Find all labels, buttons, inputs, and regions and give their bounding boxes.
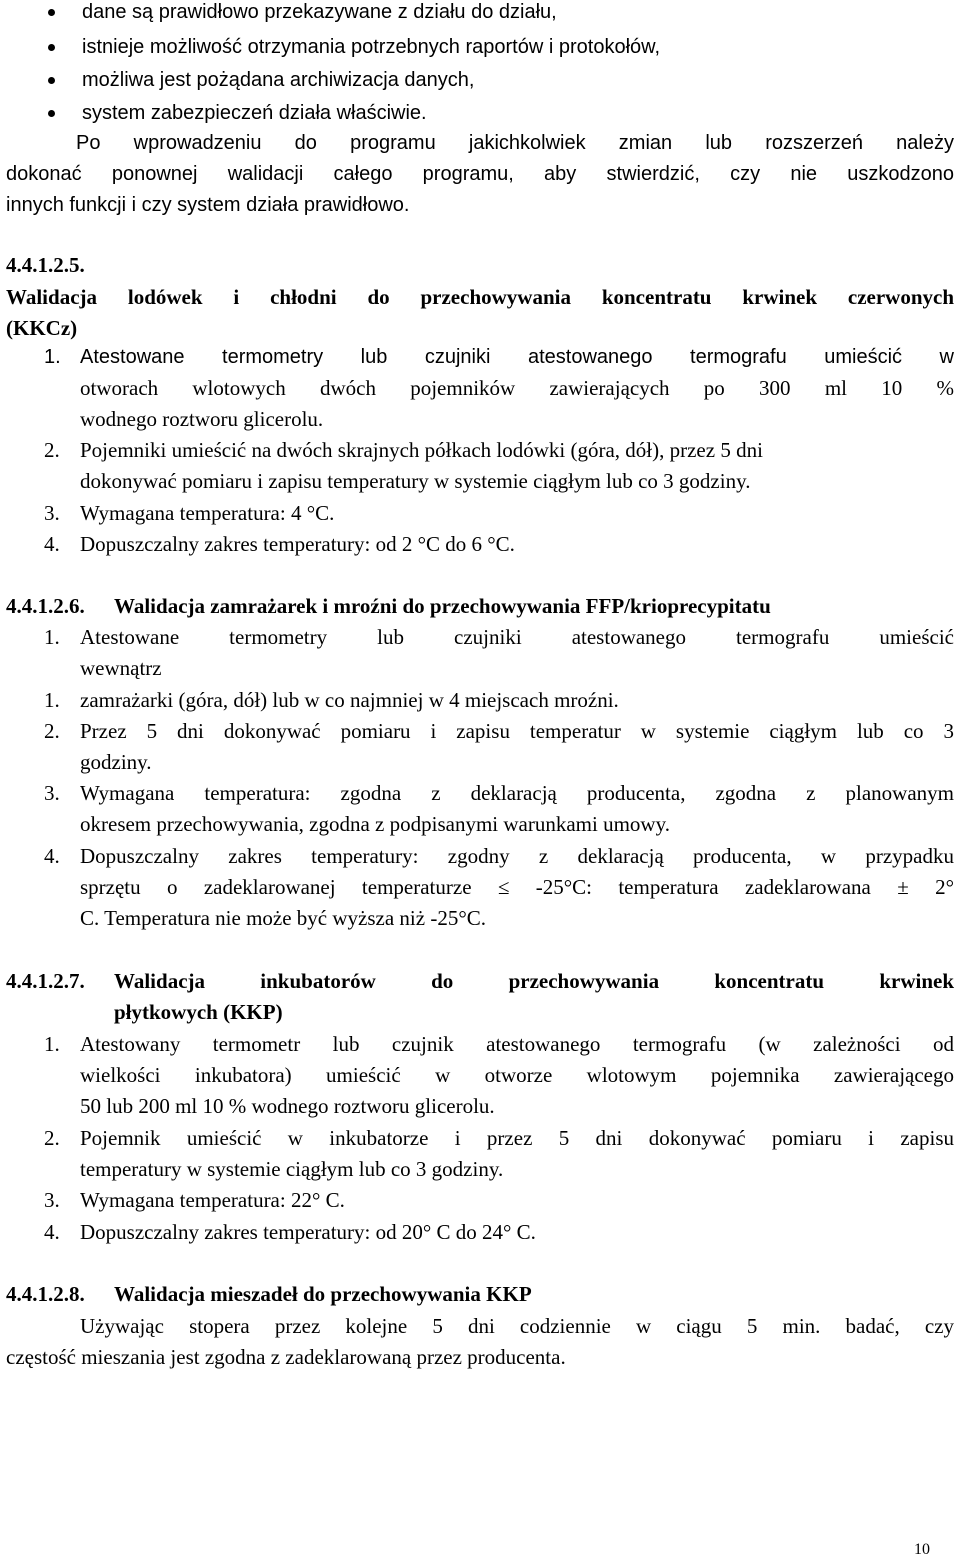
- section-number: 4.4.1.2.6.: [6, 594, 85, 618]
- bullet-icon: [48, 110, 55, 117]
- paragraph-line: Używając stopera przez kolejne 5 dni codziennie w ciągu 5 min. badać, czy: [80, 1314, 954, 1338]
- paragraph-line: częstość mieszania jest zgodna z zadeklarowaną przez producenta.: [6, 1345, 566, 1369]
- section-title: Walidacja lodówek i chłodni do przechowywania koncentratu krwinek czerwonych: [6, 285, 954, 309]
- section-title: Walidacja inkubatorów do przechowywania koncentratu krwinek: [114, 969, 954, 993]
- section-title: Walidacja mieszadeł do przechowywania KKP: [114, 1282, 532, 1306]
- item-line: Dopuszczalny zakres temperatury: zgodny z deklaracją producenta, w przypadku: [80, 844, 954, 868]
- item-number: 4.: [44, 532, 60, 556]
- item-line: Dopuszczalny zakres temperatury: od 20° C do 24° C.: [80, 1220, 536, 1244]
- item-line: wewnątrz: [80, 656, 162, 680]
- item-line: Dopuszczalny zakres temperatury: od 2 °C do 6 °C.: [80, 532, 515, 556]
- paragraph-line: dokonać ponownej walidacji całego programu, aby stwierdzić, czy nie uszkodzono: [6, 163, 954, 185]
- item-number: 4.: [44, 1220, 60, 1244]
- item-line: okresem przechowywania, zgodna z podpisanymi warunkami umowy.: [80, 812, 670, 836]
- item-line: Atestowany termometr lub czujnik atestowanego termografu (w zależności od: [80, 1032, 954, 1056]
- item-number: 3.: [44, 501, 60, 525]
- section-title: (KKCz): [6, 316, 78, 340]
- bullet-item: istnieje możliwość otrzymania potrzebnych raportów i protokołów,: [82, 36, 661, 58]
- item-line: sprzętu o zadeklarowanej temperaturze ≤ -25°C: temperatura zadeklarowana ± 2°: [80, 875, 954, 899]
- item-line: 50 lub 200 ml 10 % wodnego roztworu glicerolu.: [80, 1094, 495, 1118]
- item-line: wielkości inkubatora) umieścić w otworze wlotowym pojemnika zawierającego: [80, 1063, 954, 1087]
- item-line: Atestowane termometry lub czujniki atestowanego termografu umieścić: [80, 625, 954, 649]
- section-number: 4.4.1.2.8.: [6, 1282, 85, 1306]
- bullet-item: możliwa jest pożądana archiwizacja danych,: [82, 69, 475, 91]
- page-number: 10: [914, 1541, 930, 1558]
- item-line: Pojemniki umieścić na dwóch skrajnych półkach lodówki (góra, dół), przez 5 dni: [80, 438, 763, 462]
- item-line: Pojemnik umieścić w inkubatorze i przez 5 dni dokonywać pomiaru i zapisu: [80, 1126, 954, 1150]
- section-number: 4.4.1.2.5.: [6, 253, 85, 277]
- item-number: 3.: [44, 1188, 60, 1212]
- item-number: 2.: [44, 438, 60, 462]
- paragraph-line: Po wprowadzeniu do programu jakichkolwiek zmian lub rozszerzeń należy: [76, 132, 954, 154]
- item-line: godziny.: [80, 750, 152, 774]
- item-line: C. Temperatura nie może być wyższa niż -25°C.: [80, 906, 486, 930]
- item-line: temperatury w systemie ciągłym lub co 3 godziny.: [80, 1157, 504, 1181]
- item-number: 3.: [44, 781, 60, 805]
- section-title: Walidacja zamrażarek i mroźni do przechowywania FFP/krioprecypitatu: [114, 594, 771, 618]
- item-line: wodnego roztworu glicerolu.: [80, 407, 324, 431]
- item-number: 2.: [44, 719, 60, 743]
- item-number: 2.: [44, 1126, 60, 1150]
- item-line: dokonywać pomiaru i zapisu temperatury w systemie ciągłym lub co 3 godziny.: [80, 469, 751, 493]
- bullet-item: dane są prawidłowo przekazywane z działu do działu,: [82, 1, 557, 23]
- item-number: 1.: [44, 625, 60, 649]
- item-number: 1.: [44, 688, 60, 712]
- item-number: 4.: [44, 844, 60, 868]
- item-line: otworach wlotowych dwóch pojemników zawierających po 300 ml 10 %: [80, 376, 954, 400]
- bullet-icon: [48, 77, 55, 84]
- item-line: Wymagana temperatura: 4 °C.: [80, 501, 335, 525]
- item-number: 1.: [44, 1032, 60, 1056]
- bullet-icon: [48, 44, 55, 51]
- item-number: 1.: [44, 346, 61, 368]
- item-line: Wymagana temperatura: 22° C.: [80, 1188, 345, 1212]
- bullet-icon: [48, 9, 55, 16]
- item-line: Wymagana temperatura: zgodna z deklaracją producenta, zgodna z planowanym: [80, 781, 954, 805]
- bullet-item: system zabezpieczeń działa właściwie.: [82, 102, 427, 124]
- paragraph-line: innych funkcji i czy system działa prawidłowo.: [6, 194, 410, 216]
- section-title: płytkowych (KKP): [114, 1000, 283, 1024]
- item-line: Przez 5 dni dokonywać pomiaru i zapisu temperatur w systemie ciągłym lub co 3: [80, 719, 954, 743]
- item-line: zamrażarki (góra, dół) lub w co najmniej w 4 miejscach mroźni.: [80, 688, 619, 712]
- item-line: Atestowane termometry lub czujniki atestowanego termografu umieścić w: [80, 346, 954, 368]
- section-number: 4.4.1.2.7.: [6, 969, 85, 993]
